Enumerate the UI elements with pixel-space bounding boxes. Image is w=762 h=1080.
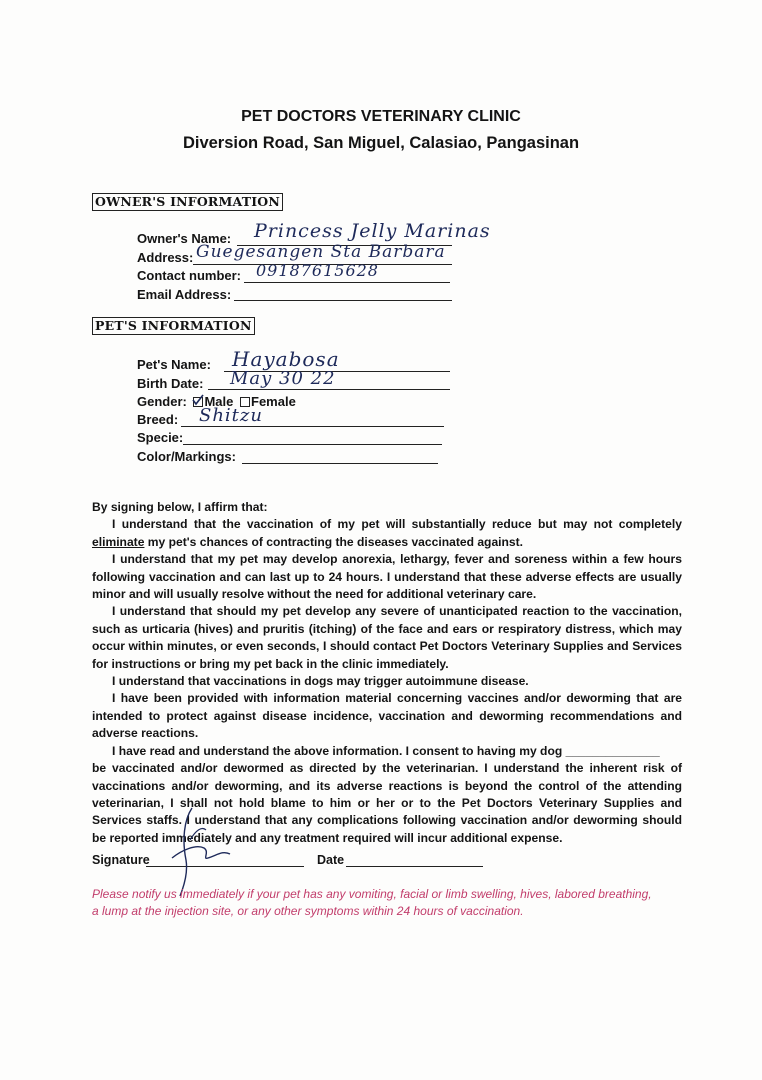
contact-number-label: Contact number: [137,268,241,283]
color-markings-line[interactable] [242,463,438,464]
pet-name-label: Pet's Name: [137,357,211,372]
consent-paragraph-5: I have been provided with information material concerning vaccines and/or deworming that are intended to protect against disease incidence, vaccination and deworming recommendations and adverse reactions. [92,691,682,741]
contact-number-value: 09187615628 [256,261,379,280]
breed-label: Breed: [137,412,179,427]
contact-number-line[interactable] [244,282,450,283]
consent-paragraph-6b: be vaccinated and/or dewormed as directed by the veterinarian. I understand the inherent risk of vaccinations and/or deworming, and its adverse reactions is beyond the control of the attending veterinarian, I shall not hold blame to him or her or to the Pet Doctors Veterinary Supplies and Services staffs. I understand that any complications following vaccination and/or deworming should be reported immediately and any treatment required will incur additional expense. [92,761,682,845]
owner-name-label: Owner's Name: [137,231,232,246]
clinic-address: Diversion Road, San Miguel, Calasiao, Pangasinan [182,134,580,152]
breed-value: Shitzu [199,405,263,426]
gender-male-label: Male [204,394,234,409]
date-line[interactable] [346,866,483,867]
color-markings-label: Color/Markings: [137,449,236,464]
consent-p1-underlined: eliminate [92,534,145,549]
consent-p1-text-a: I understand that the vaccination of my pet will substantially reduce but may not completely [112,517,682,532]
consent-paragraph-2: I understand that my pet may develop anorexia, lethargy, fever and soreness within a few hours following vaccination and can last up to 24 hours. I understand that these adverse effects are usually minor and will usually resolve without the need for additional veterinary care. [92,552,682,602]
date-label: Date [317,853,345,867]
specie-label: Specie: [137,430,184,445]
email-address-line[interactable] [234,300,452,301]
consent-paragraph-1 [92,516,682,551]
consent-paragraph-3: I understand that should my pet develop any severe of unanticipated reaction to the vaccination, such as urticaria (hives) and pruritis (itching) of the face and ears or respiratory distress, which may occur within minutes, or even seconds, I should contact Pet Doctors Veterinary Supplies and Services for instructions or bring my pet back in the clinic immediately. [92,604,682,671]
aftercare-notice: Please notify us immediately if your pet has any vomiting, facial or limb swelling, hives, labored breathing, a lump at the injection site, or any other symptoms within 24 hours of vaccination. [92,887,652,918]
owner-address-value: Guegesangen Sta Barbara [196,242,446,262]
signature-label: Signature [92,853,150,867]
owner-address-label: Address: [137,250,194,265]
consent-paragraph-6a: I have read and understand the above information. I consent to having my dog ______________ [112,743,660,758]
consent-p1-text-b: my pet's chances of contracting the diseases vaccinated against. [144,534,524,549]
email-address-label: Email Address: [137,287,232,302]
specie-line[interactable] [183,444,442,445]
gender-label: Gender: [137,394,187,409]
pet-name-value: Hayabosa [232,347,340,371]
signature-mark [162,800,252,900]
gender-female-label: Female [251,394,296,409]
consent-paragraph-4: I understand that vaccinations in dogs may trigger autoimmune disease. [112,674,529,689]
owner-name-value: Princess Jelly Marinas [254,220,491,242]
consent-intro: By signing below, I affirm that: [92,500,268,514]
birth-date-line[interactable] [208,389,450,390]
consent-text [92,499,682,847]
clinic-name: PET DOCTORS VETERINARY CLINIC [241,108,521,125]
breed-line[interactable] [181,426,444,427]
pet-section-title: PET'S INFORMATION [92,317,255,335]
owner-section-title: OWNER'S INFORMATION [92,193,283,211]
birth-date-label: Birth Date: [137,376,204,391]
birth-date-value: May 30 22 [230,368,336,389]
